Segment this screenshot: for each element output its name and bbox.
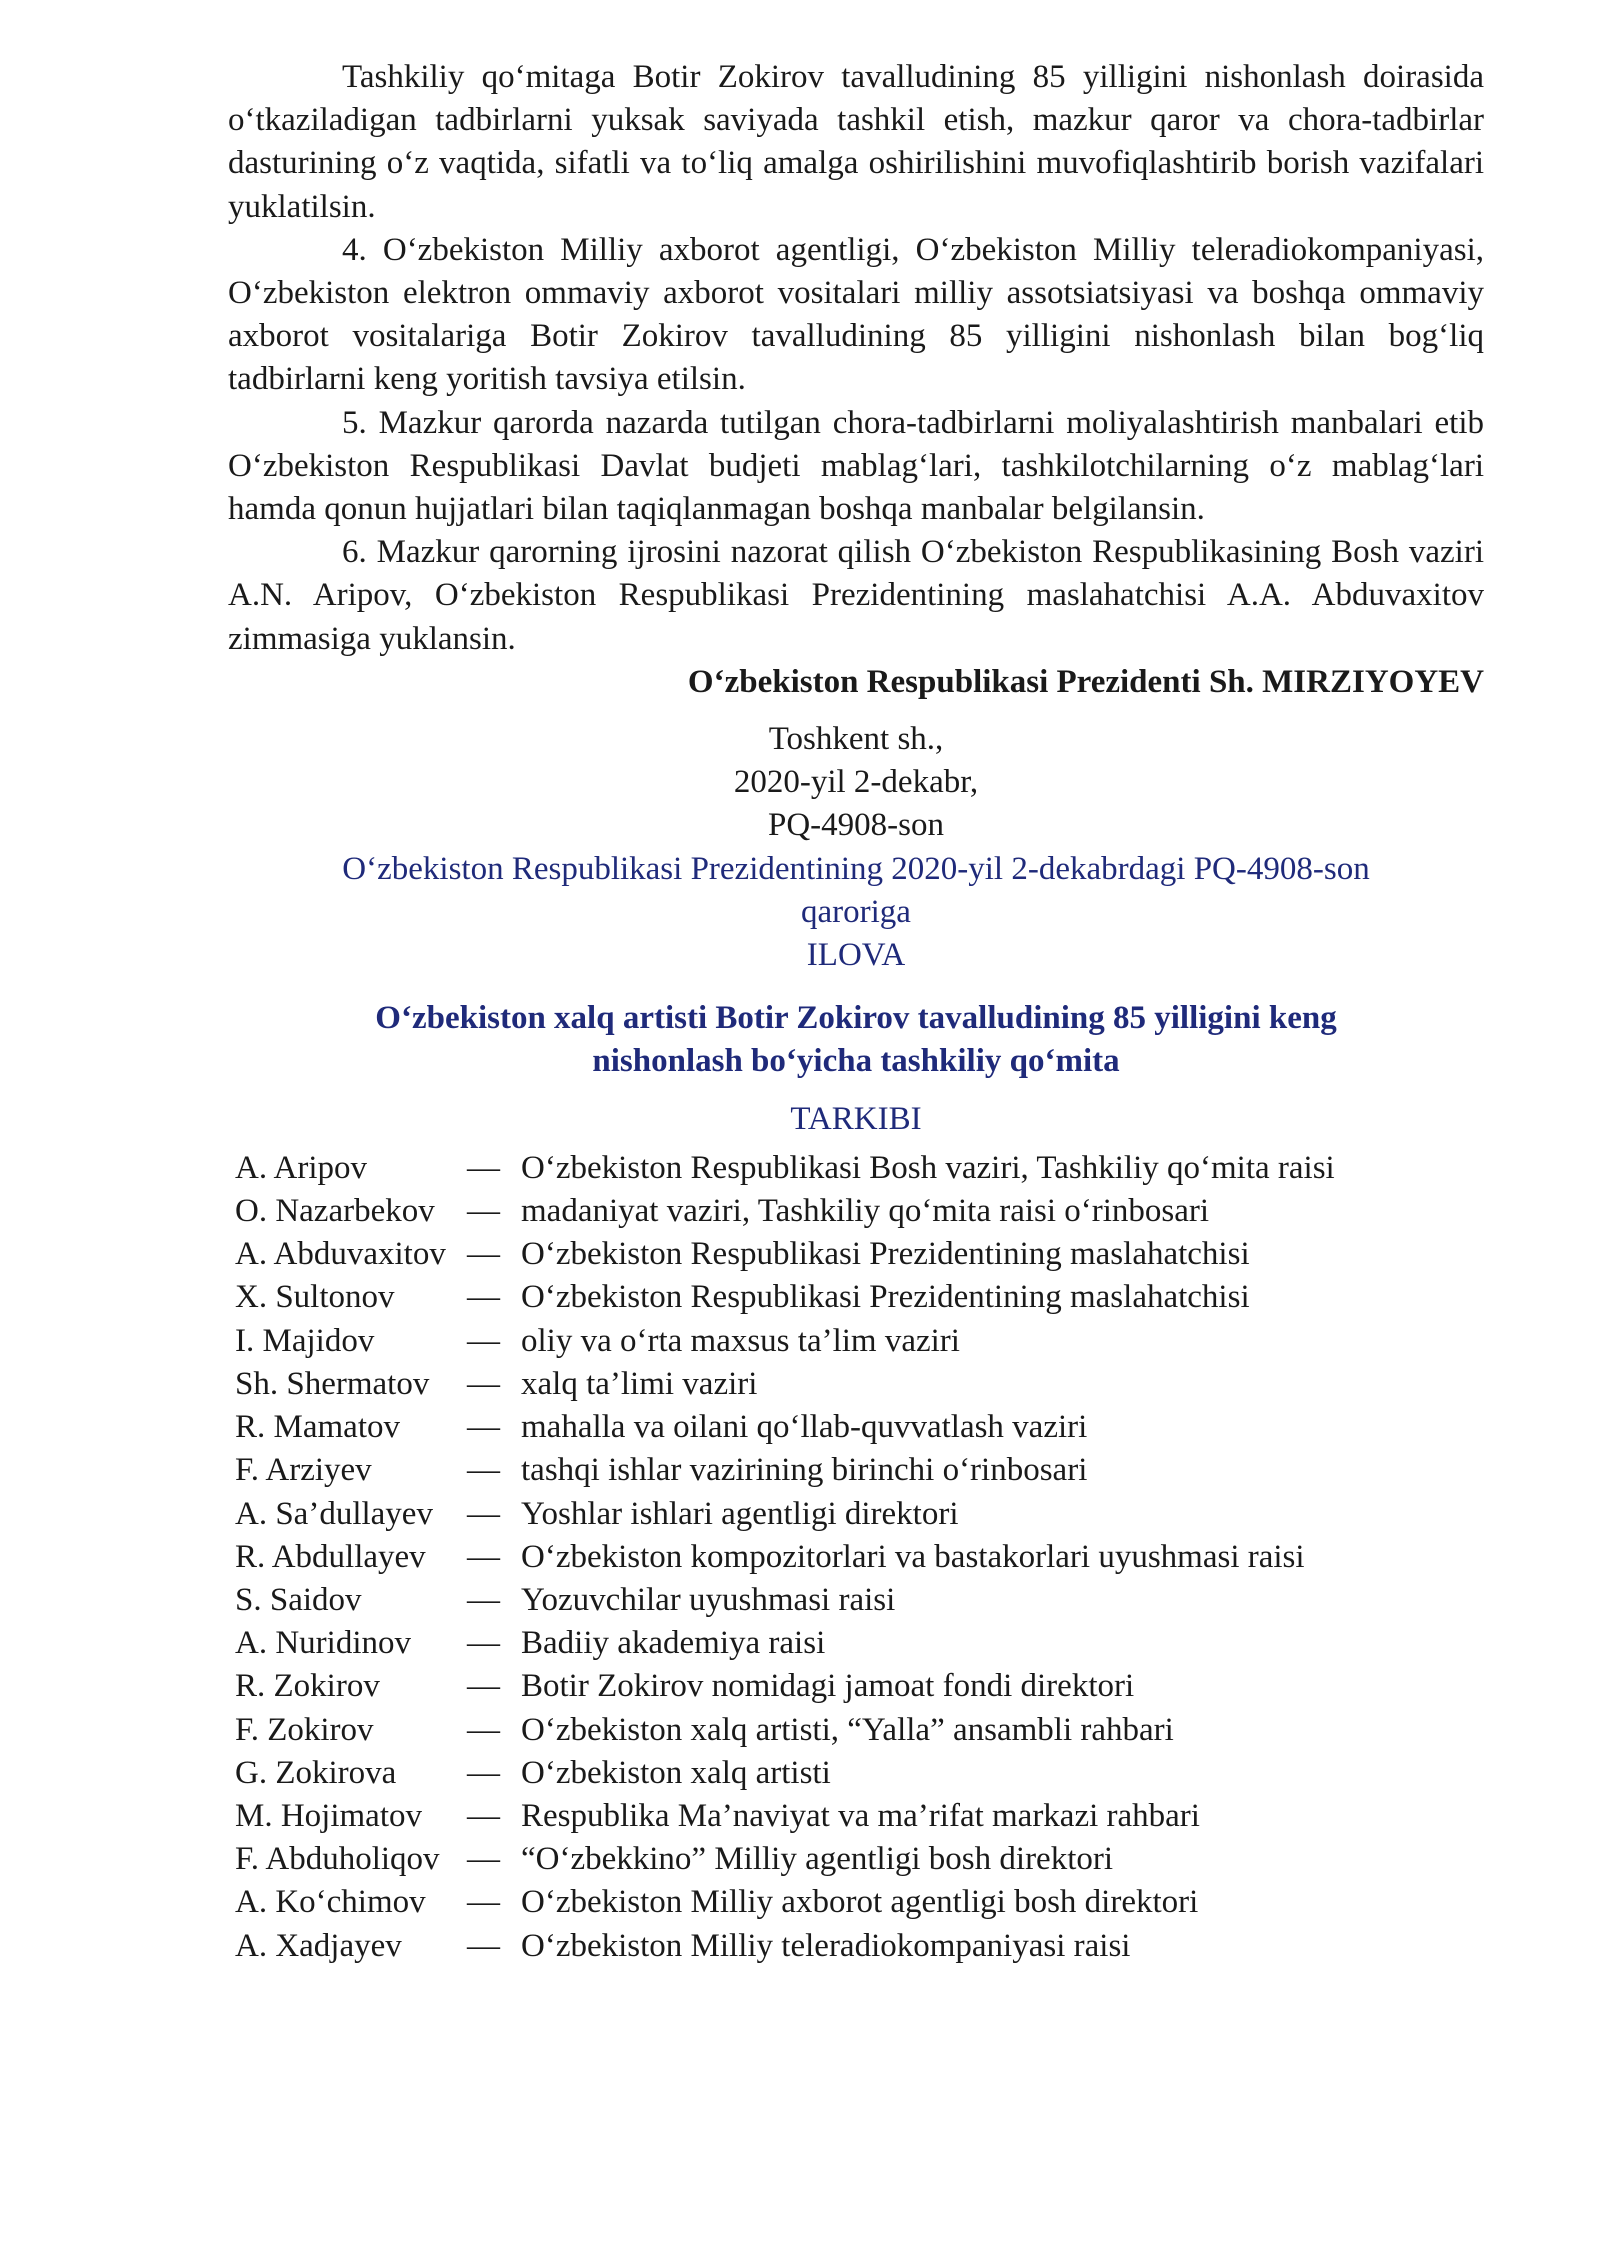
place-date-block <box>228 718 1484 848</box>
member-dash: — <box>467 1754 500 1791</box>
member-row <box>235 1536 1481 1579</box>
member-row <box>235 1276 1481 1319</box>
member-name: Sh. Shermatov <box>235 1365 430 1402</box>
member-name: O. Nazarbekov <box>235 1193 435 1230</box>
member-row <box>235 1752 1481 1795</box>
member-role: xalq ta’limi vaziri <box>521 1365 758 1402</box>
decree-number: PQ-4908-son <box>767 807 944 844</box>
member-name: F. Zokirov <box>235 1711 374 1748</box>
member-dash: — <box>467 1149 500 1186</box>
member-role: Botir Zokirov nomidagi jamoat fondi direktori <box>521 1668 1135 1705</box>
member-role: O‘zbekiston Respublikasi Prezidentining maslahatchisi <box>521 1236 1250 1273</box>
member-name: F. Abduholiqov <box>235 1841 440 1878</box>
annex-reference <box>228 848 1484 978</box>
member-row <box>235 1622 1481 1665</box>
member-row <box>235 1665 1481 1708</box>
document-page <box>228 56 1484 1968</box>
annex-title <box>228 997 1484 1083</box>
member-dash: — <box>467 1927 500 1964</box>
member-dash: — <box>467 1625 500 1662</box>
member-role: Respublika Ma’naviyat va ma’rifat markazi rahbari <box>521 1797 1200 1834</box>
annex-title-line-2: nishonlash bo‘yicha tashkiliy qo‘mita <box>592 1043 1120 1080</box>
member-row <box>235 1147 1481 1190</box>
member-name: R. Zokirov <box>235 1668 380 1705</box>
annex-reference-line-2: qaroriga <box>801 893 911 930</box>
place-city: Toshkent sh., <box>768 721 944 758</box>
member-row <box>235 1838 1481 1881</box>
member-dash: — <box>467 1495 500 1532</box>
member-dash: — <box>467 1279 500 1316</box>
member-row <box>235 1579 1481 1622</box>
member-name: A. Sa’dullayev <box>235 1495 433 1532</box>
member-name: M. Hojimatov <box>235 1797 422 1834</box>
member-role: madaniyat vaziri, Tashkiliy qo‘mita raisi o‘rinbosari <box>521 1193 1210 1230</box>
annex-label: ILOVA <box>806 937 906 974</box>
paragraph-item-6: 6. Mazkur qarorning ijrosini nazorat qilish O‘zbekiston Respublikasining Bosh vaziri A.N. Aripov, O‘zbekiston Respublikasi Prezidentining maslahatchisi A.A. Abduvaxitov zimmasiga yuklansin. <box>228 534 1484 657</box>
member-role: O‘zbekiston Milliy axborot agentligi bosh direktori <box>521 1884 1199 1921</box>
member-role: Badiiy akademiya raisi <box>521 1625 826 1662</box>
member-dash: — <box>467 1193 500 1230</box>
member-dash: — <box>467 1841 500 1878</box>
member-dash: — <box>467 1581 500 1618</box>
paragraph-committee-duties: Tashkiliy qo‘mitaga Botir Zokirov tavalludining 85 yilligini nishonlash doirasida o‘tkaziladigan tadbirlarni yuksak saviyada tashkil etish, mazkur qaror va chora-tadbirlar dasturining o‘z vaqtida, sifatli va to‘liq amalga oshirilishini muvofiqlashtirib borish vazifalari yuklatilsin. <box>228 59 1484 225</box>
member-row <box>235 1795 1481 1838</box>
member-role: oliy va o‘rta maxsus ta’lim vaziri <box>521 1322 960 1359</box>
member-name: X. Sultonov <box>235 1279 395 1316</box>
paragraph-item-5: 5. Mazkur qarorda nazarda tutilgan chora-tadbirlarni moliyalashtirish manbalari etib O‘zbekiston Respublikasi Davlat budjeti mablag‘lari, tashkilotchilarning o‘z mablag‘lari hamda qonun hujjatlari bilan taqiqlanmagan boshqa manbalar belgilansin. <box>228 404 1484 528</box>
member-name: R. Mamatov <box>235 1409 400 1446</box>
composition-heading: TARKIBI <box>790 1100 922 1137</box>
member-dash: — <box>467 1409 500 1446</box>
member-row <box>235 1493 1481 1536</box>
member-row <box>235 1320 1481 1363</box>
member-dash: — <box>467 1884 500 1921</box>
member-dash: — <box>467 1668 500 1705</box>
member-row <box>235 1881 1481 1924</box>
member-role: “O‘zbekkino” Milliy agentligi bosh direktori <box>521 1841 1114 1878</box>
president-signature: O‘zbekiston Respublikasi Prezidenti Sh. MIRZIYOYEV <box>687 663 1484 700</box>
member-name: I. Majidov <box>235 1322 375 1359</box>
member-name: S. Saidov <box>235 1581 362 1618</box>
member-dash: — <box>467 1452 500 1489</box>
member-row <box>235 1709 1481 1752</box>
member-name: A. Xadjayev <box>235 1927 402 1964</box>
member-name: R. Abdullayev <box>235 1538 426 1575</box>
member-row <box>235 1233 1481 1276</box>
member-dash: — <box>467 1797 500 1834</box>
member-name: A. Nuridinov <box>235 1625 411 1662</box>
member-dash: — <box>467 1236 500 1273</box>
member-name: F. Arziyev <box>235 1452 372 1489</box>
member-dash: — <box>467 1538 500 1575</box>
member-role: O‘zbekiston kompozitorlari va bastakorlari uyushmasi raisi <box>521 1538 1305 1575</box>
member-role: O‘zbekiston Respublikasi Bosh vaziri, Tashkiliy qo‘mita raisi <box>521 1149 1335 1186</box>
decree-date: 2020-yil 2-dekabr, <box>733 764 979 801</box>
committee-members-table <box>235 1147 1481 1968</box>
member-dash: — <box>467 1365 500 1402</box>
member-row <box>235 1449 1481 1492</box>
member-row <box>235 1190 1481 1233</box>
paragraph-item-4: 4. O‘zbekiston Milliy axborot agentligi, O‘zbekiston Milliy teleradiokompaniyasi, O‘zbekiston elektron ommaviy axborot vositalari milliy assotsiatsiyasi va boshqa ommaviy axborot vositalariga Botir Zokirov tavalludining 85 yilligini nishonlash bilan bog‘liq tadbirlarni keng yoritish tavsiya etilsin. <box>228 231 1484 398</box>
member-name: G. Zokirova <box>235 1754 397 1791</box>
member-role: Yozuvchilar uyushmasi raisi <box>521 1581 896 1618</box>
member-role: O‘zbekiston Milliy teleradiokompaniyasi raisi <box>521 1927 1131 1964</box>
member-role: Yoshlar ishlari agentligi direktori <box>521 1495 959 1532</box>
member-role: O‘zbekiston xalq artisti <box>521 1754 831 1791</box>
annex-reference-line-1: O‘zbekiston Respublikasi Prezidentining 2020-yil 2-dekabrdagi PQ-4908-son <box>342 850 1370 887</box>
member-dash: — <box>467 1322 500 1359</box>
member-role: tashqi ishlar vazirining birinchi o‘rinbosari <box>521 1452 1088 1489</box>
member-name: A. Ko‘chimov <box>235 1884 426 1921</box>
member-role: mahalla va oilani qo‘llab-quvvatlash vaziri <box>521 1409 1088 1446</box>
member-row <box>235 1363 1481 1406</box>
annex-title-line-1: O‘zbekiston xalq artisti Botir Zokirov tavalludining 85 yilligini keng <box>375 1000 1337 1037</box>
member-dash: — <box>467 1711 500 1748</box>
member-row <box>235 1406 1481 1449</box>
member-name: A. Aripov <box>235 1149 367 1186</box>
member-role: O‘zbekiston Respublikasi Prezidentining maslahatchisi <box>521 1279 1250 1316</box>
member-name: A. Abduvaxitov <box>235 1236 446 1273</box>
member-row <box>235 1925 1481 1968</box>
member-role: O‘zbekiston xalq artisti, “Yalla” ansambli rahbari <box>521 1711 1174 1748</box>
